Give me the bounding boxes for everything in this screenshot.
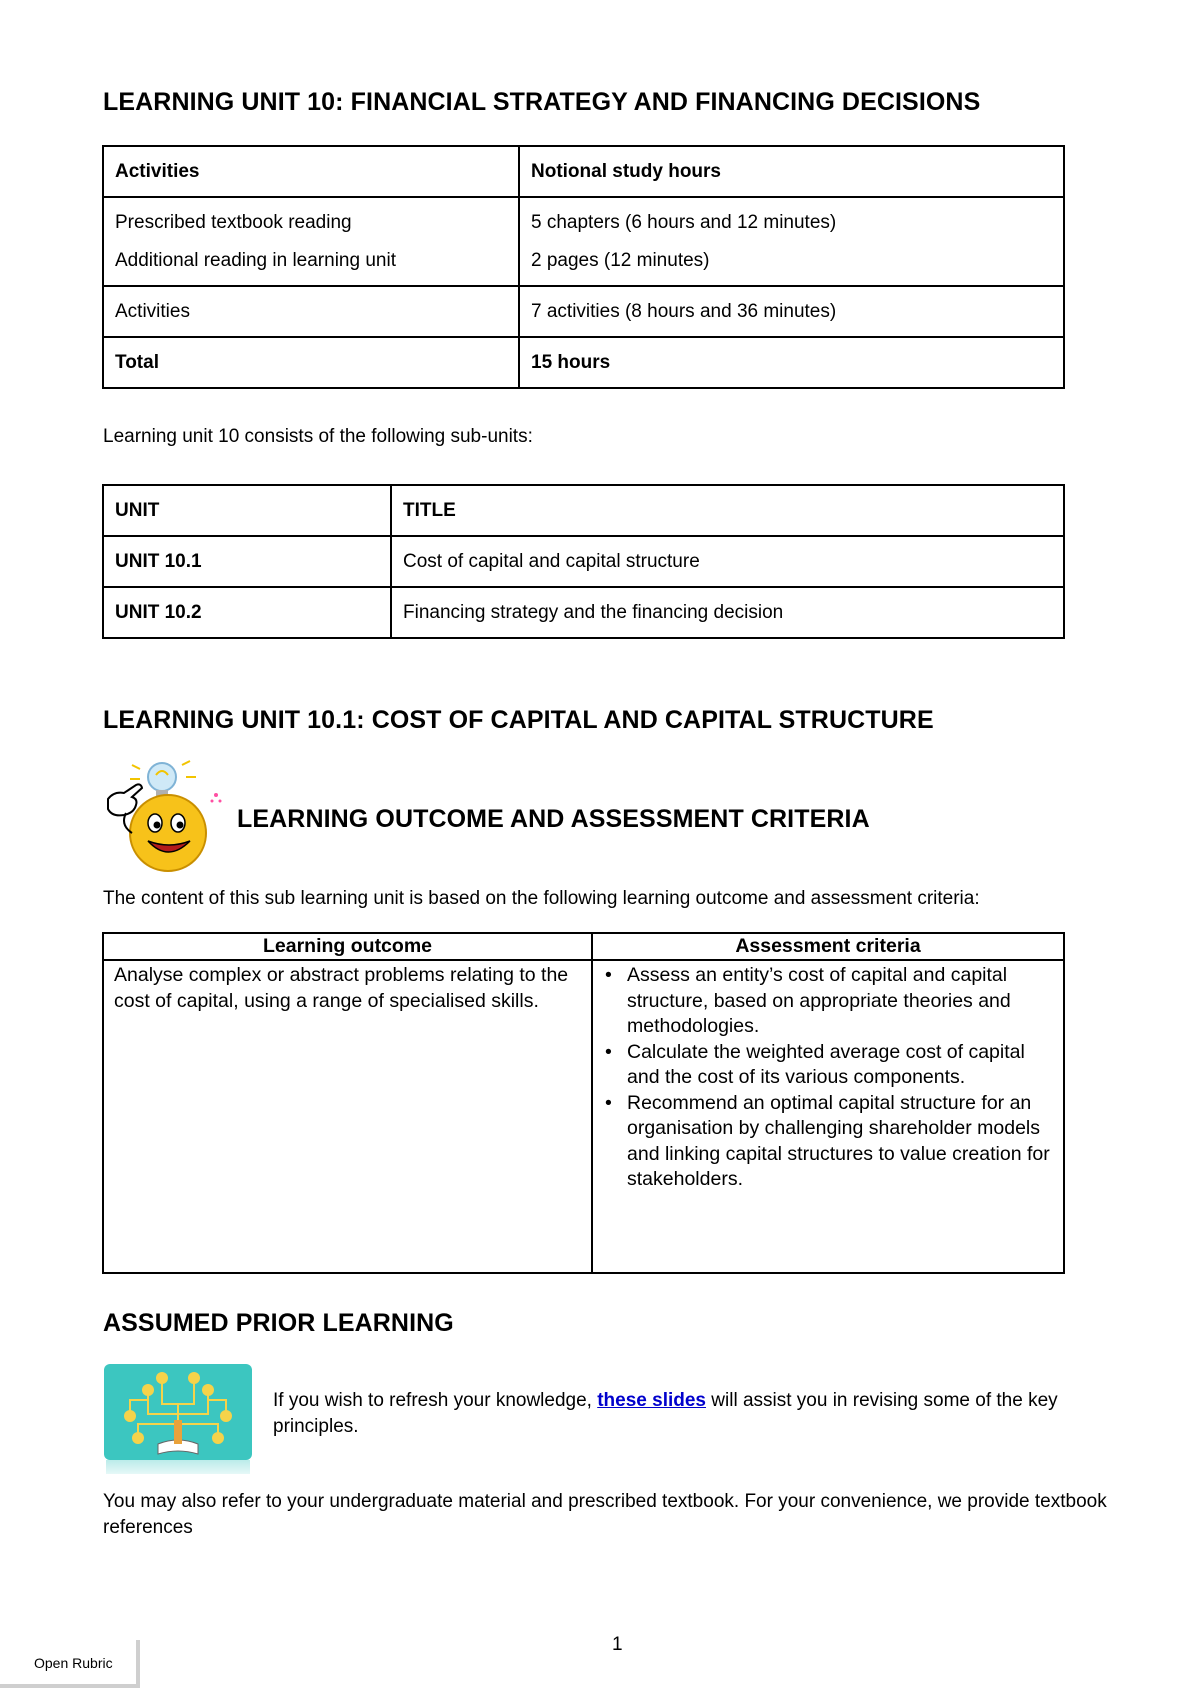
table-cell [519,197,1064,286]
list-item: • Calculate the weighted average cost of capital and the cost of its various components. [627,1040,1053,1091]
subunits-intro: Learning unit 10 consists of the following sub-units: [103,426,533,447]
cell-line: Prescribed textbook reading [115,211,352,233]
table-row [103,286,1064,337]
slides-link[interactable]: these slides [597,1390,706,1411]
knowledge-tree-icon [104,1364,254,1476]
criteria-cell [592,960,1064,1273]
outcome-criteria-table [102,932,1065,1274]
subunits-table [102,484,1065,639]
list-item: • Assess an entity’s cost of capital and capital structure, based on appropriate theories and methodologies. [627,963,1053,1040]
table-header-cell: Learning outcome [103,933,592,960]
prior-text-before: If you wish to refresh your knowledge, [273,1390,598,1411]
table-row [103,536,1064,587]
table-cell: 15 hours [519,337,1064,388]
table-row [103,960,1064,1273]
table-cell: Cost of capital and capital structure [391,536,1064,587]
study-hours-table [102,145,1065,389]
table-header-row [103,933,1064,960]
table-cell: Financing strategy and the financing decision [391,587,1064,638]
outcome-cell: Analyse complex or abstract problems relating to the cost of capital, using a range of specialised skills. [103,960,592,1273]
table-cell: Activities [103,286,519,337]
prior-text-after: will assist you in revising some of the key principles. [273,1390,1058,1437]
table-cell: Total [103,337,519,388]
table-header-cell: Notional study hours [519,146,1064,197]
outcome-intro: The content of this sub learning unit is based on the following learning outcome and assessment criteria: [103,888,980,909]
criteria-list [603,963,1053,1193]
outcome-heading: LEARNING OUTCOME AND ASSESSMENT CRITERIA [237,805,870,833]
table-row [103,197,1064,286]
table-header-cell: UNIT [103,485,391,536]
table-header-cell: Activities [103,146,519,197]
cell-line: Additional reading in learning unit [115,249,396,271]
table-cell: 7 activities (8 hours and 36 minutes) [519,286,1064,337]
table-row [103,587,1064,638]
table-header-row [103,485,1064,536]
refer-text: You may also refer to your undergraduate material and prescribed textbook. For your convenience, we provide textbook references [103,1491,1107,1538]
smiley-lightbulb-icon [100,755,225,873]
cell-line: 5 chapters (6 hours and 12 minutes) [531,211,837,233]
table-cell [103,197,519,286]
list-item: • Recommend an optimal capital structure for an organisation by challenging shareholder models and linking capital structures to value creation for stakeholders. [627,1091,1053,1193]
table-total-row [103,337,1064,388]
table-header-row [103,146,1064,197]
table-cell: UNIT 10.2 [103,587,391,638]
table-cell: UNIT 10.1 [103,536,391,587]
open-rubric-tab[interactable] [0,1640,140,1688]
table-header-cell: Assessment criteria [592,933,1064,960]
prior-learning-heading: ASSUMED PRIOR LEARNING [103,1309,454,1337]
subunit-heading: LEARNING UNIT 10.1: COST OF CAPITAL AND CAPITAL STRUCTURE [103,706,934,734]
open-rubric-label: Open Rubric [34,1655,113,1671]
unit-heading: LEARNING UNIT 10: FINANCIAL STRATEGY AND FINANCING DECISIONS [103,88,981,116]
table-header-cell: TITLE [391,485,1064,536]
page-number: 1 [612,1634,623,1655]
cell-line: 2 pages (12 minutes) [531,249,710,271]
prior-learning-text [273,1388,1143,1440]
